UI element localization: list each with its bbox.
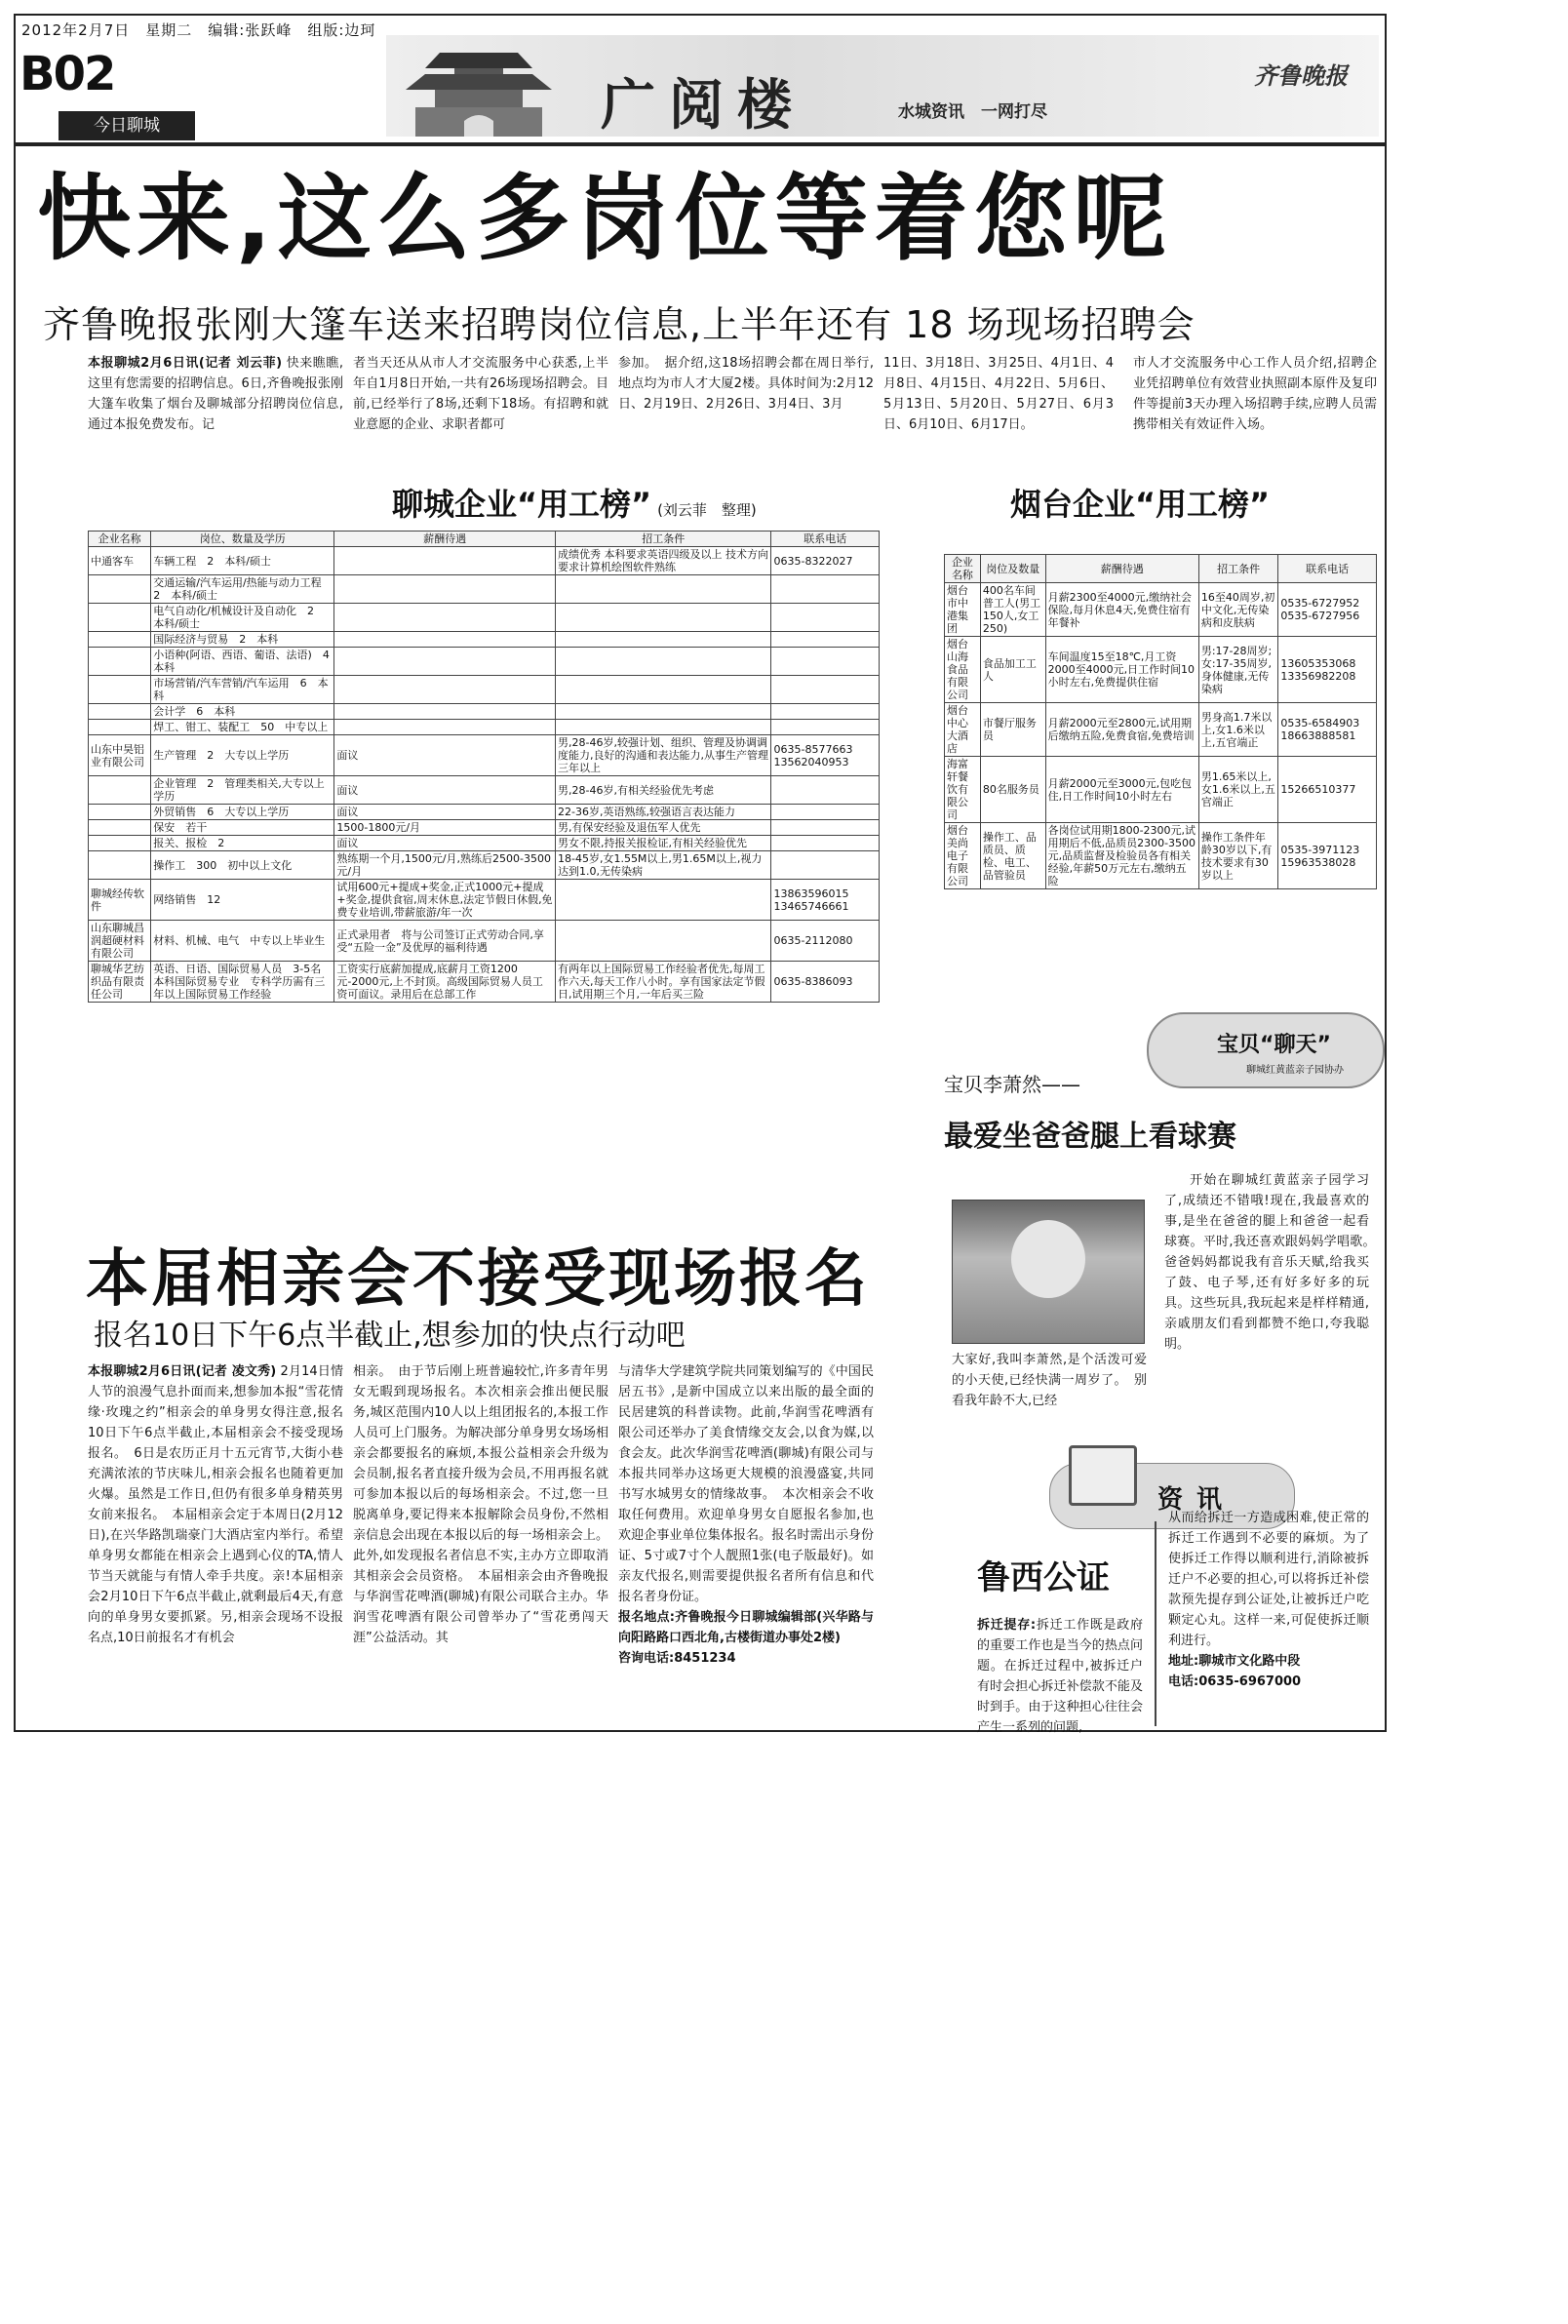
table-row bbox=[89, 805, 880, 820]
table-cell: 有两年以上国际贸易工作经验者优先,每周工作六天,每天工作八小时。享有国家法定节假日,试用期三个月,一年后买三险 bbox=[555, 962, 771, 1003]
table-row bbox=[89, 575, 880, 604]
table-row bbox=[89, 836, 880, 851]
table-cell bbox=[89, 820, 151, 836]
story1-col4: 11日、3月18日、3月25日、4月1日、4月8日、4月15日、4月22日、5月6日、5月13日、5月20日、5月27日、6月3日、6月10日、6月17日。 bbox=[883, 356, 1114, 432]
table-header: 招工条件 bbox=[555, 532, 771, 547]
table-row bbox=[945, 583, 1377, 637]
info-label: 资讯 bbox=[1157, 1485, 1236, 1515]
table-cell: 熟练期一个月,1500元/月,熟练后2500-3500元/月 bbox=[334, 851, 556, 880]
table-cell: 男,有保安经验及退伍军人优先 bbox=[555, 820, 771, 836]
table-row bbox=[89, 851, 880, 880]
info-text1 bbox=[977, 1615, 1143, 1738]
table-cell bbox=[771, 648, 880, 676]
story2-address: 齐鲁晚报今日聊城编辑部(兴华路与向阳路路口西北角,古楼街道办事处2楼) bbox=[618, 1610, 874, 1645]
table-cell: 男:17-28周岁;女:17-35周岁,身体健康,无传染病 bbox=[1198, 637, 1278, 703]
table-cell bbox=[555, 704, 771, 720]
table-cell: 1500-1800元/月 bbox=[334, 820, 556, 836]
table-cell bbox=[89, 632, 151, 648]
table-cell: 网络销售 12 bbox=[151, 880, 334, 921]
table-row bbox=[89, 921, 880, 962]
story1-subhead: 齐鲁晚报张刚大篷车送来招聘岗位信息,上半年还有 18 场现场招聘会 bbox=[43, 303, 1196, 346]
table-cell: 山东中昊铝业有限公司 bbox=[89, 735, 151, 776]
table-row bbox=[89, 720, 880, 735]
table-row bbox=[89, 704, 880, 720]
table-cell: 13863596015 13465746661 bbox=[771, 880, 880, 921]
table-cell bbox=[771, 820, 880, 836]
table-cell: 0635-8386093 bbox=[771, 962, 880, 1003]
yantai-job-table bbox=[944, 554, 1377, 889]
info-title: 鲁西公证 bbox=[977, 1558, 1110, 1597]
table-cell: 烟台山海食品有限公司 bbox=[945, 637, 981, 703]
table-cell: 国际经济与贸易 2 本科 bbox=[151, 632, 334, 648]
table-cell: 海富轩餐饮有限公司 bbox=[945, 757, 981, 823]
baby-text: 开始在聊城红黄蓝亲子园学习了,成绩还不错哦!现在,我最喜欢的事,是坐在爸爸的腿上和爸爸一起看球赛。平时,我还喜欢跟妈妈学唱歌。 爸爸妈妈都说我有音乐天赋,给我买了鼓、电子琴,还有好多好多的玩具。这些玩具,我玩起来是样样精通,亲戚朋友们看到都赞不绝口,夸我聪明。 bbox=[1164, 1173, 1383, 1352]
dateline: 2012年2月7日 星期二 编辑:张跃峰 组版:边珂 bbox=[21, 21, 376, 39]
table-cell: 15266510377 bbox=[1278, 757, 1377, 823]
table-row bbox=[89, 820, 880, 836]
story1-col1 bbox=[88, 353, 343, 435]
table-cell bbox=[89, 851, 151, 880]
table-cell: 电气自动化/机械设计及自动化 2 本科/硕士 bbox=[151, 604, 334, 632]
table-cell bbox=[771, 851, 880, 880]
table-cell bbox=[89, 648, 151, 676]
story2-headline: 本届相亲会不接受现场报名 bbox=[86, 1243, 870, 1316]
table-cell bbox=[555, 676, 771, 704]
table-cell: 英语、日语、国际贸易人员 3-5名 本科国际贸易专业 专科学历需有三年以上国际贸易工作经验 bbox=[151, 962, 334, 1003]
table-cell bbox=[555, 632, 771, 648]
masthead-rule bbox=[16, 142, 1385, 146]
table-cell: 0535-3971123 15963538028 bbox=[1278, 823, 1377, 889]
table-row bbox=[89, 604, 880, 632]
table-cell: 22-36岁,英语熟练,较强语言表达能力 bbox=[555, 805, 771, 820]
table-cell: 18-45岁,女1.55M以上,男1.65M以上,视力达到1.0,无传染病 bbox=[555, 851, 771, 880]
table-cell: 聊城华艺纺织品有限责任公司 bbox=[89, 962, 151, 1003]
table-row bbox=[89, 776, 880, 805]
info-lead-label: 拆迁提存: bbox=[977, 1618, 1037, 1633]
table-cell: 焊工、钳工、装配工 50 中专以上 bbox=[151, 720, 334, 735]
table-cell: 会计学 6 本科 bbox=[151, 704, 334, 720]
table-header: 企业名称 bbox=[945, 555, 981, 583]
masthead-slogan: 水城资讯 一网打尽 bbox=[898, 102, 1047, 122]
table-row bbox=[945, 757, 1377, 823]
table-cell bbox=[771, 604, 880, 632]
info-text2 bbox=[1168, 1508, 1369, 1692]
info-address: 聊城市文化路中段 bbox=[1198, 1654, 1301, 1669]
table-cell: 聊城经传软件 bbox=[89, 880, 151, 921]
table-cell bbox=[89, 776, 151, 805]
table-cell: 中通客车 bbox=[89, 547, 151, 575]
masthead-title: 广阅楼 bbox=[601, 73, 805, 138]
table-header: 企业名称 bbox=[89, 532, 151, 547]
table-cell bbox=[555, 604, 771, 632]
computer-monitor-icon bbox=[1069, 1445, 1137, 1506]
liaocheng-credit: (刘云菲 整理) bbox=[657, 501, 757, 519]
table-cell bbox=[555, 648, 771, 676]
table-header: 联系电话 bbox=[1278, 555, 1377, 583]
liaocheng-title-text: 聊城企业“用工榜” bbox=[392, 486, 652, 523]
table-cell: 月薪2000元至2800元,试用期后缴纳五险,免费食宿,免费培训 bbox=[1045, 703, 1198, 757]
info-phone-label: 电话: bbox=[1168, 1674, 1199, 1689]
table-cell: 山东聊城昌润超硬材料有限公司 bbox=[89, 921, 151, 962]
table-cell: 16至40周岁,初中文化,无传染病和皮肤病 bbox=[1198, 583, 1278, 637]
table-cell: 操作工 300 初中以上文化 bbox=[151, 851, 334, 880]
table-cell bbox=[89, 676, 151, 704]
table-cell: 正式录用者 将与公司签订正式劳动合同,享受“五险一金”及优厚的福利待遇 bbox=[334, 921, 556, 962]
table-header: 薪酬待遇 bbox=[1045, 555, 1198, 583]
story2-phone: 8451234 bbox=[674, 1651, 736, 1666]
table-cell: 操作工、品质员、质检、电工、品管验员 bbox=[980, 823, 1045, 889]
table-row bbox=[89, 962, 880, 1003]
table-row bbox=[89, 632, 880, 648]
table-cell bbox=[771, 720, 880, 735]
table-cell: 交通运输/汽车运用/热能与动力工程 2 本科/硕士 bbox=[151, 575, 334, 604]
table-cell: 烟台美尚电子有限公司 bbox=[945, 823, 981, 889]
story2-subhead: 报名10日下午6点半截止,想参加的快点行动吧 bbox=[94, 1319, 686, 1353]
table-cell bbox=[771, 805, 880, 820]
table-cell bbox=[89, 575, 151, 604]
table-cell: 面议 bbox=[334, 776, 556, 805]
story2-phone-label: 咨询电话: bbox=[618, 1651, 675, 1666]
story1-col1-text: 快来瞧瞧,这里有您需要的招聘信息。6日,齐鲁晚报张刚大篷车收集了烟台及聊城部分招聘岗位信息,通过本报免费发布。记 bbox=[88, 356, 344, 432]
table-cell bbox=[555, 921, 771, 962]
liaocheng-job-table bbox=[88, 531, 880, 1003]
table-cell bbox=[771, 575, 880, 604]
table-header: 薪酬待遇 bbox=[334, 532, 556, 547]
table-row bbox=[89, 735, 880, 776]
table-row bbox=[945, 703, 1377, 757]
table-cell: 月薪2300至4000元,缴纳社会保险,每月休息4天,免费住宿有年餐补 bbox=[1045, 583, 1198, 637]
baby-chat-badge bbox=[1147, 1012, 1385, 1088]
table-cell: 男,28-46岁,较强计划、组织、管理及协调调度能力,良好的沟通和表达能力,从事生产管理三年以上 bbox=[555, 735, 771, 776]
badge-label: 宝贝“聊天” bbox=[1217, 1033, 1331, 1057]
table-cell: 面议 bbox=[334, 735, 556, 776]
table-cell: 烟台市中港集团 bbox=[945, 583, 981, 637]
story1-headline: 快来,这么多岗位等着您呢 bbox=[37, 164, 1173, 273]
info-text2-body: 从而给拆迁一方造成困难,使正常的拆迁工作遇到不必要的麻烦。为了使拆迁工作得以顺利进行,消除被拆迁户不必要的担心,可以将拆迁补偿款预先提存到公证处,让被拆迁户吃颗定心丸。这样一来,可促使拆迁顺利进行。 bbox=[1168, 1511, 1369, 1648]
table-cell: 0635-2112080 bbox=[771, 921, 880, 962]
table-cell: 试用600元+提成+奖金,正式1000元+提成+奖金,提供食宿,周末休息,法定节假日休假,免费专业培训,带薪旅游/年一次 bbox=[334, 880, 556, 921]
table-cell bbox=[771, 676, 880, 704]
table-cell: 0635-8577663 13562040953 bbox=[771, 735, 880, 776]
liaocheng-table-title bbox=[392, 480, 757, 525]
table-cell bbox=[771, 632, 880, 648]
table-cell: 外贸销售 6 大专以上学历 bbox=[151, 805, 334, 820]
table-row bbox=[89, 648, 880, 676]
table-cell: 食品加工工人 bbox=[980, 637, 1045, 703]
table-cell: 成绩优秀 本科要求英语四级及以上 技术方向要求计算机绘图软件熟练 bbox=[555, 547, 771, 575]
story2-col2: 相亲。 由于节后刚上班普遍较忙,许多青年男女无暇到现场报名。本次相亲会推出便民服务,城区范围内10人以上组团报名的,本报工作人员可上门服务。为解决部分单身男女场场相亲会都要报名的麻烦,本报公益相亲会升级为会员制,报名者直接升级为会员,不用再报名就可参加本报以后的每场相亲会。不过,您一旦脱离单身,要记得来本报解除会员身份,不然相亲信息会出现在本报以后的每一场相亲会上。此外,如发现报名者信息不实,主办方立即取消其相亲会会员资格。 本届相亲会由齐鲁晚报与华润雪花啤酒(聊城)有限公司联合主办。华润雪花啤酒有限公司曾举办了“雪花勇闯天涯”公益活动。其 bbox=[353, 1364, 608, 1645]
table-cell: 400名车间普工人(男工150人,女工250) bbox=[980, 583, 1045, 637]
story2-address-label: 报名地点: bbox=[618, 1610, 675, 1625]
table-cell: 市场营销/汽车营销/汽车运用 6 本科 bbox=[151, 676, 334, 704]
story2-byline: 本报聊城2月6日讯(记者 凌文秀) bbox=[88, 1364, 277, 1379]
table-row bbox=[945, 637, 1377, 703]
table-cell bbox=[555, 720, 771, 735]
table-cell: 80名服务员 bbox=[980, 757, 1045, 823]
table-cell: 面议 bbox=[334, 836, 556, 851]
baby-headline: 最爱坐爸爸腿上看球赛 bbox=[944, 1120, 1236, 1154]
table-cell: 烟台中心大酒店 bbox=[945, 703, 981, 757]
drum-tower-icon bbox=[386, 35, 571, 137]
info-phone: 0635-6967000 bbox=[1198, 1674, 1302, 1689]
table-cell bbox=[334, 704, 556, 720]
table-cell: 生产管理 2 大专以上学历 bbox=[151, 735, 334, 776]
table-cell bbox=[89, 604, 151, 632]
table-cell bbox=[89, 704, 151, 720]
table-row bbox=[89, 547, 880, 575]
baby-kicker: 宝贝李萧然—— bbox=[944, 1073, 1080, 1096]
table-row bbox=[89, 676, 880, 704]
brand-logo: 齐鲁晚报 bbox=[1254, 61, 1348, 90]
table-cell: 工资实行底薪加提成,底薪月工资1200元-2000元,上不封顶。高级国际贸易人员工资可面议。录用后在总部工作 bbox=[334, 962, 556, 1003]
story1-col2: 者当天还从从市人才交流服务中心获悉,上半年自1月8日开始,一共有26场现场招聘会。目前,已经举行了8场,还剩下18场。有招聘和就业意愿的企业、求职者都可 bbox=[353, 356, 608, 432]
table-cell: 13605353068 13356982208 bbox=[1278, 637, 1377, 703]
section-tag: 今日聊城 bbox=[59, 111, 195, 140]
table-cell bbox=[334, 604, 556, 632]
table-cell: 0635-8322027 bbox=[771, 547, 880, 575]
table-cell bbox=[334, 648, 556, 676]
baby-photo bbox=[952, 1200, 1145, 1344]
table-cell bbox=[334, 547, 556, 575]
table-cell: 面议 bbox=[334, 805, 556, 820]
table-cell: 车辆工程 2 本科/硕士 bbox=[151, 547, 334, 575]
table-cell bbox=[89, 720, 151, 735]
table-cell: 男,28-46岁,有相关经验优先考虑 bbox=[555, 776, 771, 805]
story1-byline: 本报聊城2月6日讯(记者 刘云菲) bbox=[88, 356, 283, 371]
info-divider bbox=[1155, 1521, 1156, 1726]
table-cell: 报关、报检 2 bbox=[151, 836, 334, 851]
table-cell bbox=[334, 575, 556, 604]
page-number: B02 bbox=[20, 47, 115, 101]
table-cell bbox=[89, 805, 151, 820]
yantai-table-title: 烟台企业“用工榜” bbox=[1010, 486, 1271, 523]
newspaper-page bbox=[14, 14, 1387, 1735]
table-cell bbox=[334, 676, 556, 704]
story1-col5: 市人才交流服务中心工作人员介绍,招聘企业凭招聘单位有效营业执照副本原件及复印件等提前3天办理入场招聘手续,应聘人员需携带相关有效证件入场。 bbox=[1133, 356, 1377, 432]
table-cell: 男女不限,持报关报检证,有相关经验优先 bbox=[555, 836, 771, 851]
table-cell: 各岗位试用期1800-2300元,试用期后不低,品质员2300-3500元,品质监督及检验员各有相关经验,年薪50万元左右,缴纳五险 bbox=[1045, 823, 1198, 889]
table-cell: 男身高1.7米以上,女1.6米以上,五官端正 bbox=[1198, 703, 1278, 757]
table-header: 岗位及数量 bbox=[980, 555, 1045, 583]
table-cell: 0535-6727952 0535-6727956 bbox=[1278, 583, 1377, 637]
table-row bbox=[89, 880, 880, 921]
table-cell bbox=[334, 720, 556, 735]
story2-col3 bbox=[618, 1361, 874, 1669]
story1-col3: 参加。 据介绍,这18场招聘会都在周日举行,地点均为市人才大厦2楼。具体时间为:2月12日、2月19日、2月26日、3月4日、3月 bbox=[618, 356, 874, 412]
table-cell: 操作工条件年龄30岁以下,有技术要求有30岁以上 bbox=[1198, 823, 1278, 889]
table-header: 联系电话 bbox=[771, 532, 880, 547]
table-header: 岗位、数量及学历 bbox=[151, 532, 334, 547]
table-cell: 企业管理 2 管理类相关,大专以上学历 bbox=[151, 776, 334, 805]
info-address-label: 地址: bbox=[1168, 1654, 1199, 1669]
story2-col1 bbox=[88, 1361, 343, 1648]
story2-col3-text: 与清华大学建筑学院共同策划编写的《中国民居五书》,是新中国成立以来出版的最全面的民居建筑的科普读物。此前,华润雪花啤酒有限公司还举办了美食情缘交友会,以食为媒,以食会友。此次华润雪花啤酒(聊城)有限公司与本报共同举办这场更大规模的浪漫盛宴,共同书写水城男女的情缘故事。 本次相亲会不收取任何费用。欢迎单身男女自愿报名参加,也欢迎企事业单位集体报名。报名时需出示身份证、5寸或7寸个人靓照1张(电子版最好)。如亲友代报名,则需要提供报名者所有信息和代报名者身份证。 bbox=[618, 1364, 874, 1604]
table-cell: 保安 若干 bbox=[151, 820, 334, 836]
table-cell bbox=[555, 575, 771, 604]
table-cell: 男1.65米以上,女1.6米以上,五官端正 bbox=[1198, 757, 1278, 823]
table-cell bbox=[555, 880, 771, 921]
table-cell: 小语种(阿语、西语、葡语、法语) 4 本科 bbox=[151, 648, 334, 676]
badge-sub: 聊城红黄蓝亲子园协办 bbox=[1246, 1065, 1344, 1076]
table-cell: 月薪2000元至3000元,包吃包住,日工作时间10小时左右 bbox=[1045, 757, 1198, 823]
table-cell: 材料、机械、电气 中专以上毕业生 bbox=[151, 921, 334, 962]
baby-face-icon bbox=[1011, 1220, 1085, 1298]
table-cell bbox=[771, 704, 880, 720]
table-cell: 市餐厅服务员 bbox=[980, 703, 1045, 757]
baby-caption: 大家好,我叫李萧然,是个活泼可爱的小天使,已经快满一周岁了。 别看我年龄不大,已经 bbox=[952, 1353, 1147, 1408]
table-cell bbox=[334, 632, 556, 648]
table-cell: 0535-6584903 18663888581 bbox=[1278, 703, 1377, 757]
table-cell bbox=[771, 836, 880, 851]
table-header: 招工条件 bbox=[1198, 555, 1278, 583]
table-cell: 车间温度15至18℃,月工资2000至4000元,日工作时间10小时左右,免费提供住宿 bbox=[1045, 637, 1198, 703]
story2-col1-text: 2月14日情人节的浪漫气息扑面而来,想参加本报“雪花情缘·玫瑰之约”相亲会的单身男女得注意,报名10日下午6点半截止,本届相亲会不接受现场报名。 6日是农历正月十五元宵节,大街小巷充满浓浓的节庆味儿,相亲会报名也随着更加火爆。虽然是工作日,但仍有很多单身精英男女前来报名。 本届相亲会定于本周日(2月12日),在兴华路凯瑞豪门大酒店室内举行。希望单身男女都能在相亲会上遇到心仪的TA,情人节当天就能与有情人牵手共度。亲!本届相亲会2月10日下午6点半截止,就剩最后4天,有意向的单身男女要抓紧。另,相亲会现场不设报名点,10日前报名才有机会 bbox=[88, 1364, 344, 1645]
table-row bbox=[945, 823, 1377, 889]
table-cell bbox=[771, 776, 880, 805]
info-text1-body: 拆迁工作既是政府的重要工作也是当今的热点问题。在拆迁过程中,被拆迁户有时会担心拆迁补偿款不能及时到手。由于这种担心往往会产生一系列的问题, bbox=[977, 1618, 1143, 1735]
table-cell bbox=[89, 836, 151, 851]
